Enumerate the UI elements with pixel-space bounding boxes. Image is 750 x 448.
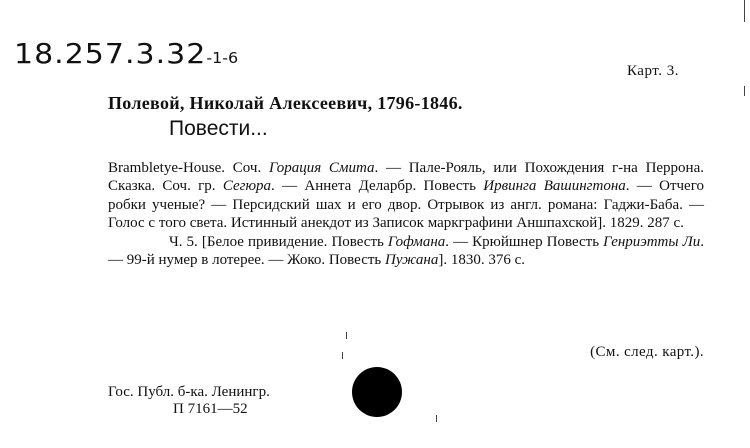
- text-run: . — Пале-Рояль, или Похождения г-на Перрона. Сказка. Соч. гр.: [108, 160, 704, 195]
- italic-name: Пужана: [385, 252, 439, 269]
- author-heading: Полевой, Николай Алексеевич, 1796-1846.: [108, 93, 463, 113]
- contents-paragraph-2: [108, 233, 704, 270]
- italic-name: Ирвинга Вашингтона: [483, 178, 626, 195]
- library-name: Гос. Публ. б-ка. Ленингр.: [108, 384, 270, 400]
- text-run: . — Аннета Деларбр. Повесть: [271, 178, 484, 195]
- edge-mark: [744, 86, 745, 96]
- punch-hole: [352, 367, 402, 417]
- text-run: Ч. 5. [Белое привидение. Повесть: [169, 233, 388, 250]
- italic-name: Генриэтты Ли: [603, 233, 701, 250]
- edge-mark: [744, 0, 745, 22]
- see-next-card: (См. след. карт.).: [590, 344, 704, 360]
- italic-name: Горация Смита: [268, 160, 375, 176]
- call-number-suffix: -1-6: [206, 49, 239, 67]
- text-run: ]. 1830. 376 с.: [438, 252, 526, 269]
- ink-speck: [436, 415, 437, 422]
- text-run: . — 99-й нумер в лотерее. — Жоко. Повесть: [108, 233, 705, 269]
- text-run: . — Крюйшнер Повесть: [445, 233, 604, 250]
- ink-speck: [342, 352, 343, 359]
- text-run: . — Отчего робки ученые? — Персидский шах и его двор. Отрывок из англ. романа: Гаджи-Баба. — Голос с того света. Истинный анекдот из Записок маркграфини Аншпахской]. 1829. 287 с.: [108, 178, 704, 232]
- card-number: Карт. 3.: [627, 63, 679, 79]
- inventory-number: П 7161—52: [173, 401, 248, 417]
- title: Повести...: [169, 117, 268, 140]
- ink-speck: [346, 332, 347, 339]
- italic-name: Гофмана: [387, 233, 446, 250]
- contents-paragraph-1: [108, 159, 704, 233]
- contents-note: [108, 159, 704, 269]
- call-number: 18.257.3.32-1-6: [14, 38, 239, 71]
- italic-name: Сегюра: [222, 178, 272, 195]
- text-run: Brambletye-House. Соч.: [108, 160, 269, 176]
